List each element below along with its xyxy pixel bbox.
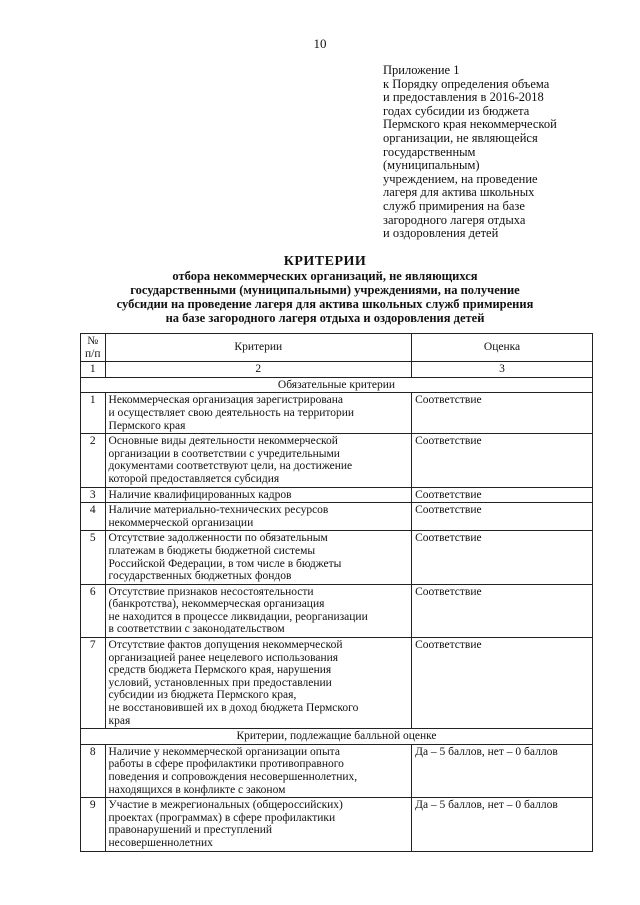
criterion-line: в соответствии с законодательством [108,623,285,636]
row-score: Соответствие [412,434,593,487]
criterion-line: не восстановившей их в доход бюджета Пермского [108,702,359,715]
row-score: Соответствие [412,393,593,434]
table-row [81,487,593,503]
document-heading [60,254,590,325]
criteria-table [80,333,593,852]
row-criterion [105,744,412,797]
header-criteria: Критерии [105,334,412,362]
row-criterion [105,434,412,487]
appendix-line: лагеря для актива школьных [383,185,535,200]
criterion-line: документами соответствуют цели, на достижение [108,460,353,473]
appendix-line: организации, не являющейся [383,130,538,145]
criterion-line: правонарушений и преступлений [108,824,273,837]
criterion-line: поведения и сопровождения несовершеннолетних, [108,771,358,783]
appendix-line: годах субсидии из бюджета [383,103,530,118]
appendix-line: государственным [383,144,476,159]
table-row [81,638,593,729]
row-criterion [105,503,412,531]
criterion-line: Некоммерческая организация зарегистрирована [108,394,343,407]
criterion-line: некоммерческой организации [108,516,254,529]
row-number: 5 [81,531,106,584]
header-score: Оценка [412,334,593,362]
criterion-line: находящихся в конфликте с законом [108,783,286,796]
table-row [81,434,593,487]
column-number: 2 [105,362,412,378]
subtitle-line: государственными (муниципальными) учреждениями, на получение [130,283,520,297]
page-number: 10 [313,36,327,51]
criterion-line: платежам в бюджеты бюджетной системы [108,544,316,557]
table-row [81,503,593,531]
row-number: 2 [81,434,106,487]
table-row [81,393,593,434]
header-number [81,334,106,362]
row-score: Да – 5 баллов, нет – 0 баллов [412,798,593,851]
criterion-line: организации в соответствии с учредительными [108,447,340,460]
appendix-line: Пермского края некоммерческой [383,117,557,132]
criterion-line: Участие в межрегиональных (общероссийских) [108,799,343,812]
criterion-line: организацией ранее нецелевого использования [108,651,339,664]
criterion-line: Пермского края [108,419,186,432]
row-score: Соответствие [412,584,593,637]
row-number: 4 [81,503,106,531]
criterion-line: Отсутствие задолженности по обязательным [108,532,328,545]
section-row-scored [81,729,593,745]
row-criterion [105,584,412,637]
table-row [81,584,593,637]
criterion-line: Отсутствие признаков несостоятельности [108,585,314,598]
row-criterion [105,487,412,503]
criterion-line: субсидии из бюджета Пермского края, [108,689,297,702]
appendix-note [383,64,603,241]
row-number: 8 [81,744,106,797]
appendix-line: Приложение 1 [383,63,460,77]
document-title: КРИТЕРИИ [283,254,367,269]
row-score: Соответствие [412,503,593,531]
criterion-line: которой предоставляется субсидия [108,472,280,485]
criterion-line: края [108,714,131,727]
table-row [81,744,593,797]
document-subtitle [60,269,590,325]
row-criterion [105,531,412,584]
row-number: 9 [81,798,106,851]
subtitle-line: субсидии на проведение лагеря для актива школьных служб примирения [116,297,534,311]
criterion-line: работы в сфере профилактики противоправного [108,758,344,771]
criterion-line: Основные виды деятельности некоммерческой [108,435,338,448]
criterion-line: (банкротства), некоммерческая организация [108,598,325,611]
row-criterion [105,393,412,434]
appendix-line: загородного лагеря отдыха [383,212,526,227]
section-title: Обязательные критерии [81,377,593,393]
appendix-line: служб примирения на базе [383,198,525,213]
section-row-mandatory [81,377,593,393]
appendix-line: и предоставления в 2016-2018 [383,90,544,105]
column-number: 3 [412,362,593,378]
criterion-line: не находится в процессе ликвидации, реорганизации [108,610,368,623]
appendix-line: (муниципальным) [383,158,480,173]
subtitle-line: на базе загородного лагеря отдыха и оздоровления детей [165,311,485,325]
row-number: 6 [81,584,106,637]
subtitle-line: отбора некоммерческих организаций, не являющихся [172,269,478,283]
criterion-line: Наличие квалифицированных кадров [108,488,292,501]
row-number: 3 [81,487,106,503]
criterion-line: Наличие у некоммерческой организации опыта [108,745,340,758]
table-row [81,798,593,851]
criterion-line: государственных бюджетных фондов [108,570,292,583]
appendix-line: учреждением, на проведение [383,171,538,186]
row-score: Соответствие [412,531,593,584]
row-score: Соответствие [412,487,593,503]
criterion-line: проектах (программах) в сфере профилактики [108,811,336,824]
header-number-line: п/п [85,347,101,360]
header-number-line: № [87,335,99,347]
row-criterion [105,798,412,851]
row-score: Соответствие [412,638,593,729]
row-criterion [105,638,412,729]
appendix-line: к Порядку определения объема [383,76,550,91]
table-header-row [81,334,593,362]
row-number: 1 [81,393,106,434]
criterion-line: Наличие материально-технических ресурсов [108,504,329,517]
section-title: Критерии, подлежащие балльной оценке [81,729,593,745]
column-number-row [81,362,593,378]
criterion-line: условий, установленных при предоставлении [108,676,332,689]
row-score: Да – 5 баллов, нет – 0 баллов [412,744,593,797]
criterion-line: и осуществляет свою деятельность на территории [108,406,355,419]
table-row [81,531,593,584]
criterion-line: Отсутствие фактов допущения некоммерческой [108,639,343,652]
criterion-line: несовершеннолетних [108,836,213,849]
column-number: 1 [81,362,106,378]
appendix-line: и оздоровления детей [383,226,499,241]
criterion-line: Российской Федерации, в том числе в бюджеты [108,557,342,570]
criterion-line: средств бюджета Пермского края, нарушения [108,664,332,677]
row-number: 7 [81,638,106,729]
